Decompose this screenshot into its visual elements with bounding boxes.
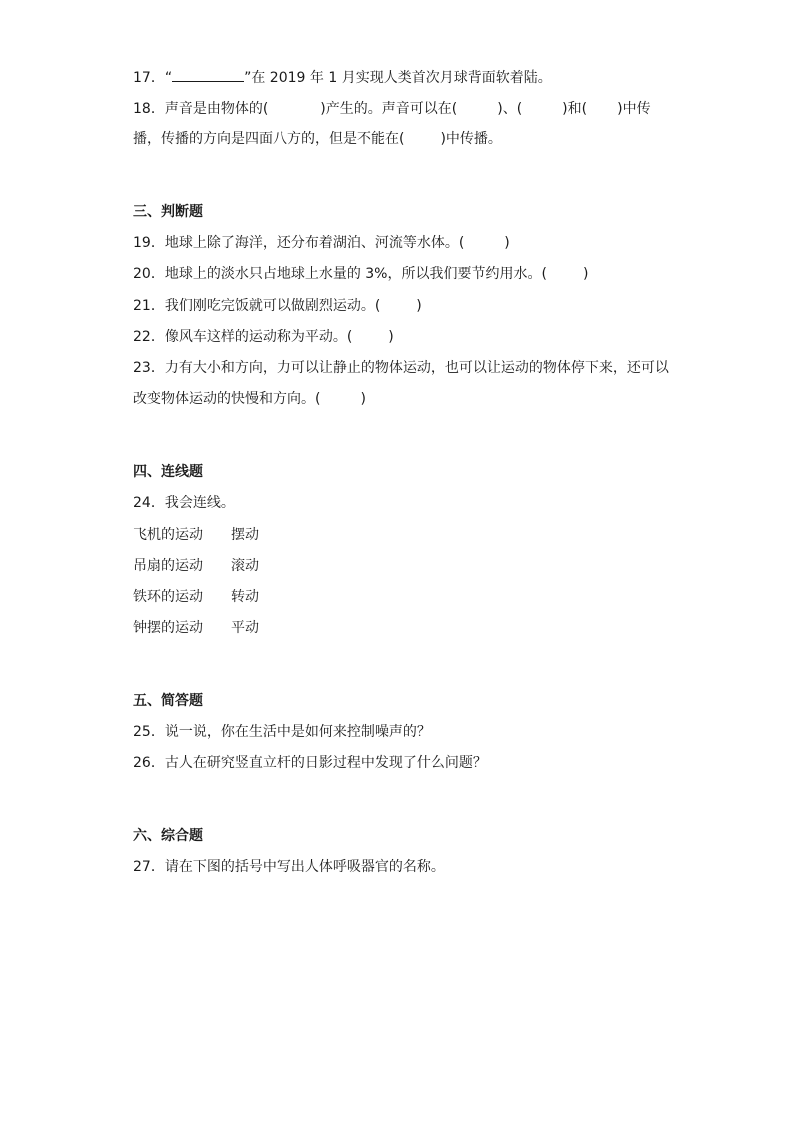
match-left-item: 吊扇的运动 [133, 558, 203, 574]
question-18-line-2: 播，传播的方向是四面八方的，但是不能在( )中传播。 [133, 131, 502, 147]
question-25: 25．说一说，你在生活中是如何来控制噪声的？ [133, 724, 431, 740]
question-22: 22．像风车这样的运动称为平动。( ) [133, 329, 394, 345]
match-left-item: 钟摆的运动 [133, 620, 203, 636]
question-19: 19．地球上除了海洋，还分布着湖泊、河流等水体。( ) [133, 235, 510, 251]
match-right-item: 摆动 [231, 527, 259, 543]
section-title-matching: 四、连线题 [133, 464, 203, 480]
match-right-item: 滚动 [231, 558, 259, 574]
section-title-judgement: 三、判断题 [133, 204, 203, 220]
question-23-line-1: 23．力有大小和方向，力可以让静止的物体运动，也可以让运动的物体停下来，还可以 [133, 360, 669, 376]
question-27: 27．请在下图的括号中写出人体呼吸器官的名称。 [133, 859, 445, 875]
match-right-item: 平动 [231, 620, 259, 636]
question-20: 20．地球上的淡水只占地球上水量的 3%，所以我们要节约用水。( ) [133, 266, 589, 282]
match-left-item: 铁环的运动 [133, 589, 203, 605]
match-left-item: 飞机的运动 [133, 527, 203, 543]
question-17: 17．“ ”在 2019 年 1 月实现人类首次月球背面软着陆。 [133, 70, 552, 86]
fill-blank [172, 68, 244, 82]
question-21: 21．我们刚吃完饭就可以做剧烈运动。( ) [133, 298, 422, 314]
question-18-line-1: 18．声音是由物体的( )产生的。声音可以在( )、( )和( )中传 [133, 101, 651, 117]
section-title-comprehensive: 六、综合题 [133, 828, 203, 844]
match-right-item: 转动 [231, 589, 259, 605]
question-23-line-2: 改变物体运动的快慢和方向。( ) [133, 391, 366, 407]
question-24: 24．我会连线。 [133, 495, 235, 511]
section-title-short-answer: 五、简答题 [133, 693, 203, 709]
question-26: 26．古人在研究竖直立杆的日影过程中发现了什么问题？ [133, 755, 487, 771]
